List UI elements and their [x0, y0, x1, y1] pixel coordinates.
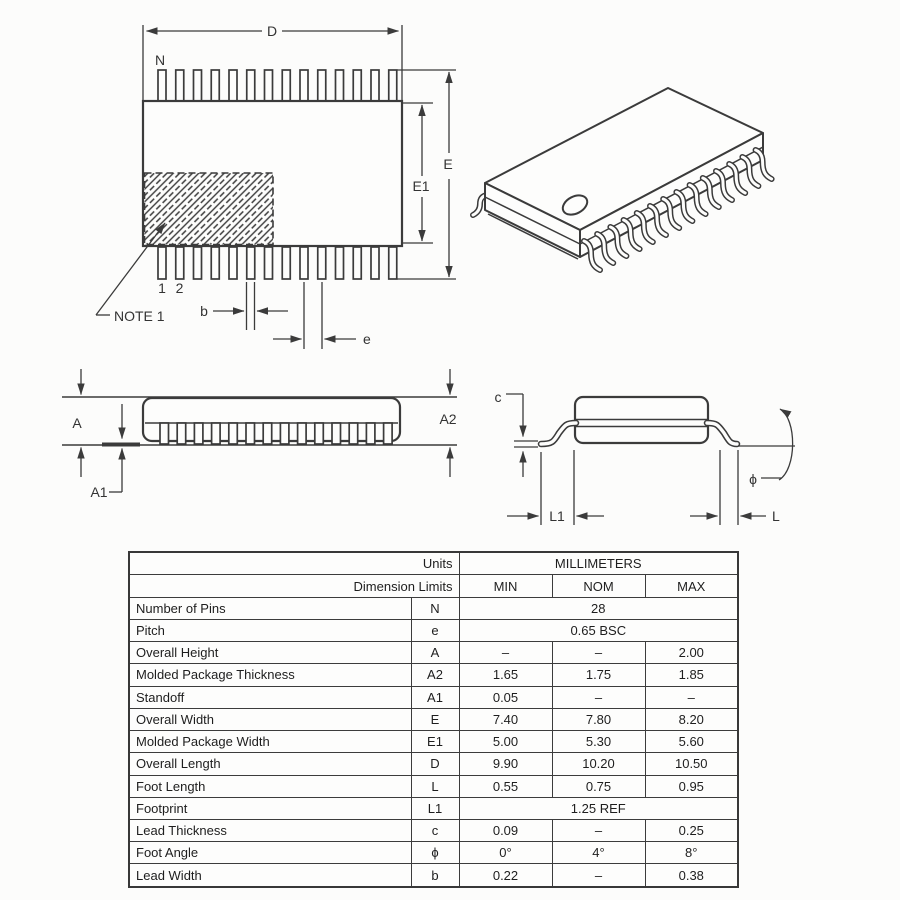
table-row: [129, 686, 738, 708]
pin: [371, 247, 379, 279]
dim-nom-cell: 1.75: [552, 664, 645, 686]
isometric-view-drawing: [473, 88, 772, 270]
dim-symbol-cell: A: [411, 642, 459, 664]
dim-symbol-cell: E1: [411, 731, 459, 753]
dimension-a: [72, 369, 82, 477]
nom-header-cell: NOM: [552, 575, 645, 597]
dimension-c: [495, 389, 539, 477]
dim-symbol-cell: L: [411, 775, 459, 797]
table-row: [129, 575, 738, 597]
dim-max-cell: 8°: [645, 842, 738, 864]
dim-min-cell: 9.90: [459, 753, 552, 775]
table-row: [129, 664, 738, 686]
dim-name-cell: Foot Length: [129, 775, 411, 797]
dim-span-cell: 28: [459, 597, 738, 619]
dim-min-cell: 0.22: [459, 864, 552, 887]
dim-name-cell: Lead Thickness: [129, 820, 411, 842]
note1-label: NOTE 1: [114, 308, 165, 324]
dim-nom-cell: –: [552, 820, 645, 842]
iso-lead: [756, 150, 772, 179]
dim-a2-label: A2: [439, 411, 457, 427]
pin-2-label: 2: [175, 280, 184, 296]
dim-min-cell: 1.65: [459, 664, 552, 686]
dim-min-cell: 0.05: [459, 686, 552, 708]
dim-symbol-cell: ϕ: [411, 842, 459, 864]
dimension-b: [200, 282, 288, 330]
pin: [160, 423, 169, 444]
dim-min-cell: 7.40: [459, 708, 552, 730]
dim-symbol-cell: N: [411, 597, 459, 619]
dim-min-cell: 5.00: [459, 731, 552, 753]
pin: [158, 247, 166, 279]
dim-nom-cell: 7.80: [552, 708, 645, 730]
dim-symbol-cell: D: [411, 753, 459, 775]
pin: [332, 423, 341, 444]
dim-name-cell: Molded Package Thickness: [129, 664, 411, 686]
dimension-a2: [439, 369, 456, 477]
dim-e-label: E: [443, 156, 453, 172]
pin: [229, 247, 237, 279]
pin-1-label: 1: [158, 280, 166, 296]
pin: [194, 423, 203, 444]
pin: [280, 423, 289, 444]
pin: [298, 423, 307, 444]
pin: [158, 70, 166, 102]
pin: [384, 423, 393, 444]
pin: [336, 247, 344, 279]
pin: [211, 247, 219, 279]
dim-l-label: L: [772, 508, 780, 524]
dimension-e-pitch: [273, 282, 371, 349]
top-view-drawing: [96, 23, 456, 349]
dim-min-cell: –: [459, 642, 552, 664]
pin: [194, 247, 202, 279]
dim-name-cell: Pitch: [129, 619, 411, 641]
limits-label-cell: Dimension Limits: [129, 575, 459, 597]
table-row: [129, 731, 738, 753]
dim-max-cell: 0.38: [645, 864, 738, 887]
table-row: [129, 552, 738, 575]
dim-name-cell: Standoff: [129, 686, 411, 708]
table-row: [129, 864, 738, 887]
dim-max-cell: 10.50: [645, 753, 738, 775]
right-gullwing-lead: [707, 423, 737, 444]
pin: [194, 70, 202, 102]
dim-nom-cell: –: [552, 686, 645, 708]
dim-name-cell: Number of Pins: [129, 597, 411, 619]
dim-max-cell: –: [645, 686, 738, 708]
dimension-a1: [90, 404, 122, 500]
dim-span-cell: 1.25 REF: [459, 797, 738, 819]
pin: [318, 70, 326, 102]
dim-symbol-cell: A2: [411, 664, 459, 686]
table-row: [129, 775, 738, 797]
dimension-table: [128, 551, 739, 888]
dim-name-cell: Lead Width: [129, 864, 411, 887]
pin: [353, 247, 361, 279]
dim-symbol-cell: c: [411, 820, 459, 842]
dim-d-label: D: [266, 23, 278, 39]
dim-nom-cell: 10.20: [552, 753, 645, 775]
dim-nom-cell: 4°: [552, 842, 645, 864]
pin: [349, 423, 358, 444]
dim-nom-cell: 5.30: [552, 731, 645, 753]
dim-symbol-cell: L1: [411, 797, 459, 819]
dim-symbol-cell: e: [411, 619, 459, 641]
pin: [389, 70, 397, 102]
pin: [229, 423, 238, 444]
dim-a1-label: A1: [90, 484, 108, 500]
dim-nom-cell: –: [552, 642, 645, 664]
dim-name-cell: Overall Width: [129, 708, 411, 730]
pin: [176, 70, 184, 102]
note1-hatched-area: [145, 173, 274, 245]
pin: [247, 247, 255, 279]
pin: [282, 70, 290, 102]
units-value-cell: MILLIMETERS: [459, 552, 738, 575]
dim-max-cell: 2.00: [645, 642, 738, 664]
dim-max-cell: 0.95: [645, 775, 738, 797]
pin: [336, 70, 344, 102]
pin: [229, 70, 237, 102]
dim-symbol-cell: A1: [411, 686, 459, 708]
pin: [282, 247, 290, 279]
dim-symbol-cell: b: [411, 864, 459, 887]
pin: [176, 247, 184, 279]
pin: [371, 70, 379, 102]
table-row: [129, 753, 738, 775]
dim-name-cell: Overall Length: [129, 753, 411, 775]
pin: [300, 247, 308, 279]
units-label-cell: Units: [129, 552, 459, 575]
max-header-cell: MAX: [645, 575, 738, 597]
table-row: [129, 797, 738, 819]
bottom-pin-row: [158, 247, 397, 279]
dimension-e1: [403, 103, 433, 243]
dim-max-cell: 1.85: [645, 664, 738, 686]
pin: [247, 70, 255, 102]
dimension-foot-angle: [738, 409, 795, 487]
dim-a-label: A: [72, 415, 82, 431]
pin: [265, 70, 273, 102]
pin: [265, 247, 273, 279]
dim-min-cell: 0°: [459, 842, 552, 864]
pin: [211, 70, 219, 102]
pin: [263, 423, 272, 444]
table-row: [129, 820, 738, 842]
dim-e-pitch-label: e: [363, 331, 371, 347]
dim-nom-cell: –: [552, 864, 645, 887]
dim-span-cell: 0.65 BSC: [459, 619, 738, 641]
pin: [353, 70, 361, 102]
table-row: [129, 708, 738, 730]
pin: [212, 423, 221, 444]
dim-max-cell: 8.20: [645, 708, 738, 730]
dim-nom-cell: 0.75: [552, 775, 645, 797]
dimension-l1: [507, 450, 604, 525]
table-row: [129, 842, 738, 864]
dimension-l: [690, 450, 780, 525]
dim-symbol-cell: E: [411, 708, 459, 730]
pin: [246, 423, 255, 444]
dim-c-label: c: [494, 389, 502, 405]
pin: [315, 423, 324, 444]
pin: [318, 247, 326, 279]
dim-e1-label: E1: [412, 178, 430, 194]
dim-phi-label: ϕ: [749, 471, 757, 487]
dim-name-cell: Foot Angle: [129, 842, 411, 864]
side-view-drawing: [62, 369, 457, 500]
table-row: [129, 642, 738, 664]
dimension-e-overall: [397, 70, 456, 279]
dim-name-cell: Molded Package Width: [129, 731, 411, 753]
lead-detail-view-drawing: [495, 389, 796, 525]
pin: [177, 423, 186, 444]
top-pin-row: [158, 70, 397, 102]
dim-max-cell: 0.25: [645, 820, 738, 842]
pin: [389, 247, 397, 279]
table-row: [129, 597, 738, 619]
dim-name-cell: Footprint: [129, 797, 411, 819]
pin: [366, 423, 375, 444]
dim-min-cell: 0.09: [459, 820, 552, 842]
min-header-cell: MIN: [459, 575, 552, 597]
dim-l1-label: L1: [549, 508, 565, 524]
pin: [300, 70, 308, 102]
pin-n-label: N: [154, 52, 166, 68]
table-row: [129, 619, 738, 641]
dim-min-cell: 0.55: [459, 775, 552, 797]
dim-b-label: b: [200, 303, 208, 319]
dim-name-cell: Overall Height: [129, 642, 411, 664]
dim-max-cell: 5.60: [645, 731, 738, 753]
